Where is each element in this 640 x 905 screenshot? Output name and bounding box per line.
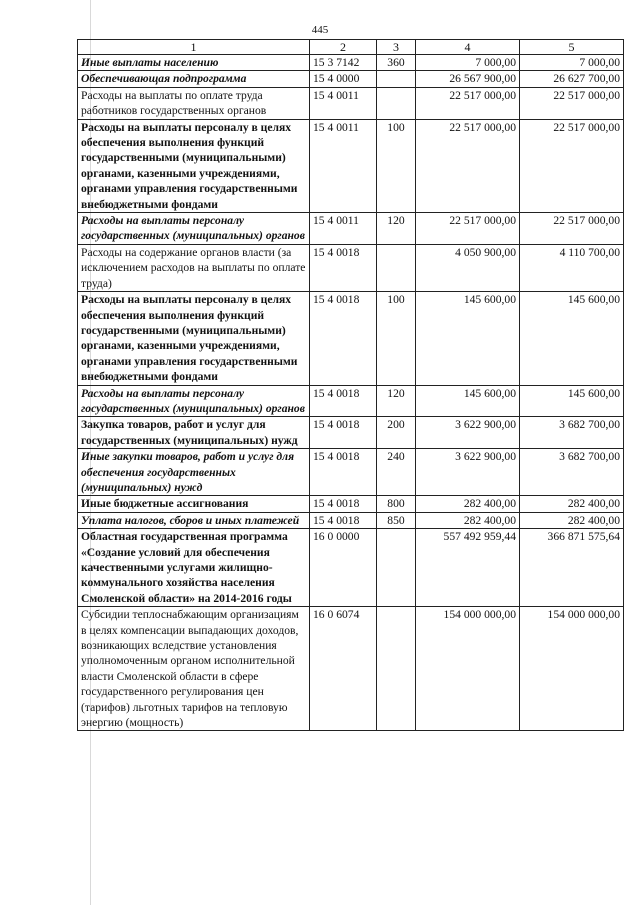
row-expense-type-cell: 240 [377, 449, 416, 496]
row-name-cell: Субсидии теплоснабжающим организациям в целях компенсации выпадающих доходов, возникающих вследствие установления уполномоченным органом исполнительной власти Смоленской области в сфере государственного регулирования цен (тарифов) льготных тарифов на тепловую энергию (мощность) [78, 607, 310, 731]
row-expense-type-cell [377, 529, 416, 607]
row-expense-type-cell: 800 [377, 496, 416, 512]
row-name-cell: Обеспечивающая подпрограмма [78, 71, 310, 87]
row-expense-type-cell: 100 [377, 292, 416, 385]
row-name-cell: Расходы на выплаты персоналу в целях обеспечения выполнения функций государственными (муниципальными) органами, казенными учреждениями, органами управления государственными внебюджетными фондами [78, 119, 310, 212]
table-row [78, 244, 624, 291]
row-amount-col5-cell: 7 000,00 [520, 55, 624, 71]
row-amount-col4-cell: 22 517 000,00 [416, 213, 520, 245]
row-code-cell: 15 4 0018 [310, 385, 377, 417]
row-code-cell: 15 4 0018 [310, 496, 377, 512]
row-name-cell: Уплата налогов, сборов и иных платежей [78, 512, 310, 528]
row-amount-col5-cell: 366 871 575,64 [520, 529, 624, 607]
row-amount-col5-cell: 154 000 000,00 [520, 607, 624, 731]
row-amount-col5-cell: 145 600,00 [520, 385, 624, 417]
row-amount-col4-cell: 282 400,00 [416, 496, 520, 512]
row-amount-col5-cell: 4 110 700,00 [520, 244, 624, 291]
row-name-cell: Иные закупки товаров, работ и услуг для обеспечения государственных (муниципальных) нужд [78, 449, 310, 496]
budget-table [77, 39, 624, 731]
row-amount-col4-cell: 3 622 900,00 [416, 449, 520, 496]
row-amount-col5-cell: 22 517 000,00 [520, 119, 624, 212]
row-code-cell: 15 4 0018 [310, 417, 377, 449]
row-code-cell: 15 3 7142 [310, 55, 377, 71]
row-expense-type-cell: 120 [377, 213, 416, 245]
row-name-cell: Расходы на выплаты по оплате труда работников государственных органов [78, 87, 310, 119]
row-name-cell: Расходы на содержание органов власти (за исключением расходов на выплаты по оплате труда) [78, 244, 310, 291]
table-row [78, 385, 624, 417]
table-row [78, 449, 624, 496]
row-amount-col4-cell: 22 517 000,00 [416, 119, 520, 212]
row-amount-col5-cell: 282 400,00 [520, 496, 624, 512]
table-row [78, 417, 624, 449]
column-header: 1 [78, 40, 310, 55]
table-row [78, 71, 624, 87]
row-amount-col4-cell: 145 600,00 [416, 385, 520, 417]
row-expense-type-cell [377, 607, 416, 731]
table-header-row [78, 40, 624, 55]
table-row [78, 55, 624, 71]
row-amount-col5-cell: 22 517 000,00 [520, 87, 624, 119]
table-row [78, 529, 624, 607]
column-header: 4 [416, 40, 520, 55]
table-row [78, 213, 624, 245]
row-code-cell: 15 4 0011 [310, 213, 377, 245]
row-code-cell: 15 4 0018 [310, 292, 377, 385]
row-amount-col4-cell: 282 400,00 [416, 512, 520, 528]
row-amount-col5-cell: 22 517 000,00 [520, 213, 624, 245]
row-name-cell: Расходы на выплаты персоналу государственных (муниципальных) органов [78, 385, 310, 417]
row-name-cell: Иные выплаты населению [78, 55, 310, 71]
row-amount-col4-cell: 557 492 959,44 [416, 529, 520, 607]
table-row [78, 87, 624, 119]
row-amount-col4-cell: 154 000 000,00 [416, 607, 520, 731]
row-amount-col5-cell: 282 400,00 [520, 512, 624, 528]
row-expense-type-cell [377, 244, 416, 291]
row-code-cell: 15 4 0018 [310, 512, 377, 528]
row-code-cell: 15 4 0018 [310, 244, 377, 291]
row-expense-type-cell: 360 [377, 55, 416, 71]
row-name-cell: Областная государственная программа «Создание условий для обеспечения качественными услугами жилищно-коммунального хозяйства населения Смоленской области» на 2014-2016 годы [78, 529, 310, 607]
row-amount-col4-cell: 22 517 000,00 [416, 87, 520, 119]
row-amount-col5-cell: 26 627 700,00 [520, 71, 624, 87]
table-row [78, 607, 624, 731]
row-code-cell: 15 4 0018 [310, 449, 377, 496]
row-amount-col4-cell: 7 000,00 [416, 55, 520, 71]
row-amount-col4-cell: 145 600,00 [416, 292, 520, 385]
page-number: 445 [311, 24, 329, 36]
table-row [78, 496, 624, 512]
table-row [78, 512, 624, 528]
column-header: 3 [377, 40, 416, 55]
row-expense-type-cell: 850 [377, 512, 416, 528]
row-expense-type-cell [377, 71, 416, 87]
row-expense-type-cell: 120 [377, 385, 416, 417]
row-amount-col4-cell: 4 050 900,00 [416, 244, 520, 291]
row-name-cell: Иные бюджетные ассигнования [78, 496, 310, 512]
column-header: 5 [520, 40, 624, 55]
row-amount-col4-cell: 3 622 900,00 [416, 417, 520, 449]
row-amount-col5-cell: 3 682 700,00 [520, 449, 624, 496]
row-name-cell: Закупка товаров, работ и услуг для государственных (муниципальных) нужд [78, 417, 310, 449]
row-amount-col5-cell: 145 600,00 [520, 292, 624, 385]
row-amount-col4-cell: 26 567 900,00 [416, 71, 520, 87]
table-row [78, 292, 624, 385]
table-row [78, 119, 624, 212]
row-name-cell: Расходы на выплаты персоналу в целях обеспечения выполнения функций государственными (муниципальными) органами, казенными учреждениями, органами управления государственными внебюджетными фондами [78, 292, 310, 385]
row-code-cell: 15 4 0011 [310, 87, 377, 119]
row-code-cell: 15 4 0011 [310, 119, 377, 212]
row-code-cell: 16 0 0000 [310, 529, 377, 607]
column-header: 2 [310, 40, 377, 55]
row-name-cell: Расходы на выплаты персоналу государственных (муниципальных) органов [78, 213, 310, 245]
row-amount-col5-cell: 3 682 700,00 [520, 417, 624, 449]
row-code-cell: 15 4 0000 [310, 71, 377, 87]
row-expense-type-cell [377, 87, 416, 119]
row-code-cell: 16 0 6074 [310, 607, 377, 731]
row-expense-type-cell: 100 [377, 119, 416, 212]
row-expense-type-cell: 200 [377, 417, 416, 449]
